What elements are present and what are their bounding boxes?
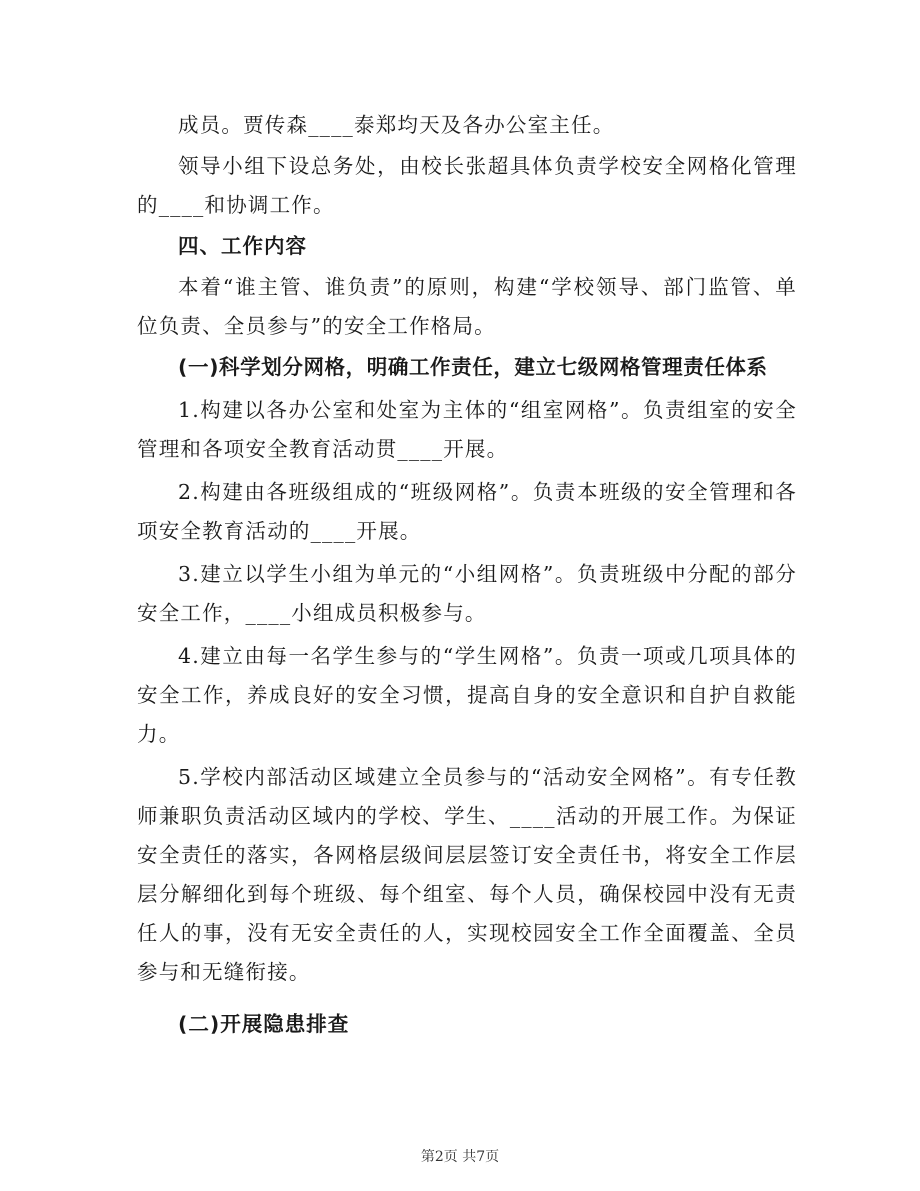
- list-item-1: 1.构建以各办公室和处室为主体的“组室网格”。负责组室的安全管理和各项安全教育活动贯____开展。: [137, 398, 797, 461]
- paragraph-leadership-office: 领导小组下设总务处，由校长张超具体负责学校安全网格化管理的____和协调工作。: [137, 154, 797, 217]
- section-heading-work-content: 四、工作内容: [178, 234, 307, 258]
- page-number-footer: 第2页 共7页: [420, 1149, 500, 1165]
- subheading-hazard-inspection: (二)开展隐患排查: [178, 1012, 350, 1036]
- list-item-3: 3.建立以学生小组为单元的“小组网格”。负责班级中分配的部分安全工作，____小组成员积极参与。: [137, 562, 797, 625]
- list-item-5: 5.学校内部活动区域建立全员参与的“活动安全网格”。有专任教师兼职负责活动区域内的学校、学生、____活动的开展工作。为保证安全责任的落实，各网格层级间层层签订安全责任书，将安全工作层层分解细化到每个班级、每个组室、每个人员，确保校园中没有无责任人的事，没有无安全责任的人，实现校园安全工作全面覆盖、全员参与和无缝衔接。: [137, 765, 797, 984]
- list-item-4: 4.建立由每一名学生参与的“学生网格”。负责一项或几项具体的安全工作，养成良好的安全习惯，提高自身的安全意识和自护自救能力。: [137, 644, 797, 746]
- subheading-grid-division: (一)科学划分网格，明确工作责任，建立七级网格管理责任体系: [178, 355, 768, 379]
- paragraph-members: 成员。贾传森____泰郑均天及各办公室主任。: [178, 113, 615, 137]
- paragraph-principle: 本着“谁主管、谁负责”的原则，构建“学校领导、部门监管、单位负责、全员参与”的安全工作格局。: [137, 275, 797, 338]
- list-item-2: 2.构建由各班级组成的“班级网格”。负责本班级的安全管理和各项安全教育活动的____开展。: [137, 480, 797, 543]
